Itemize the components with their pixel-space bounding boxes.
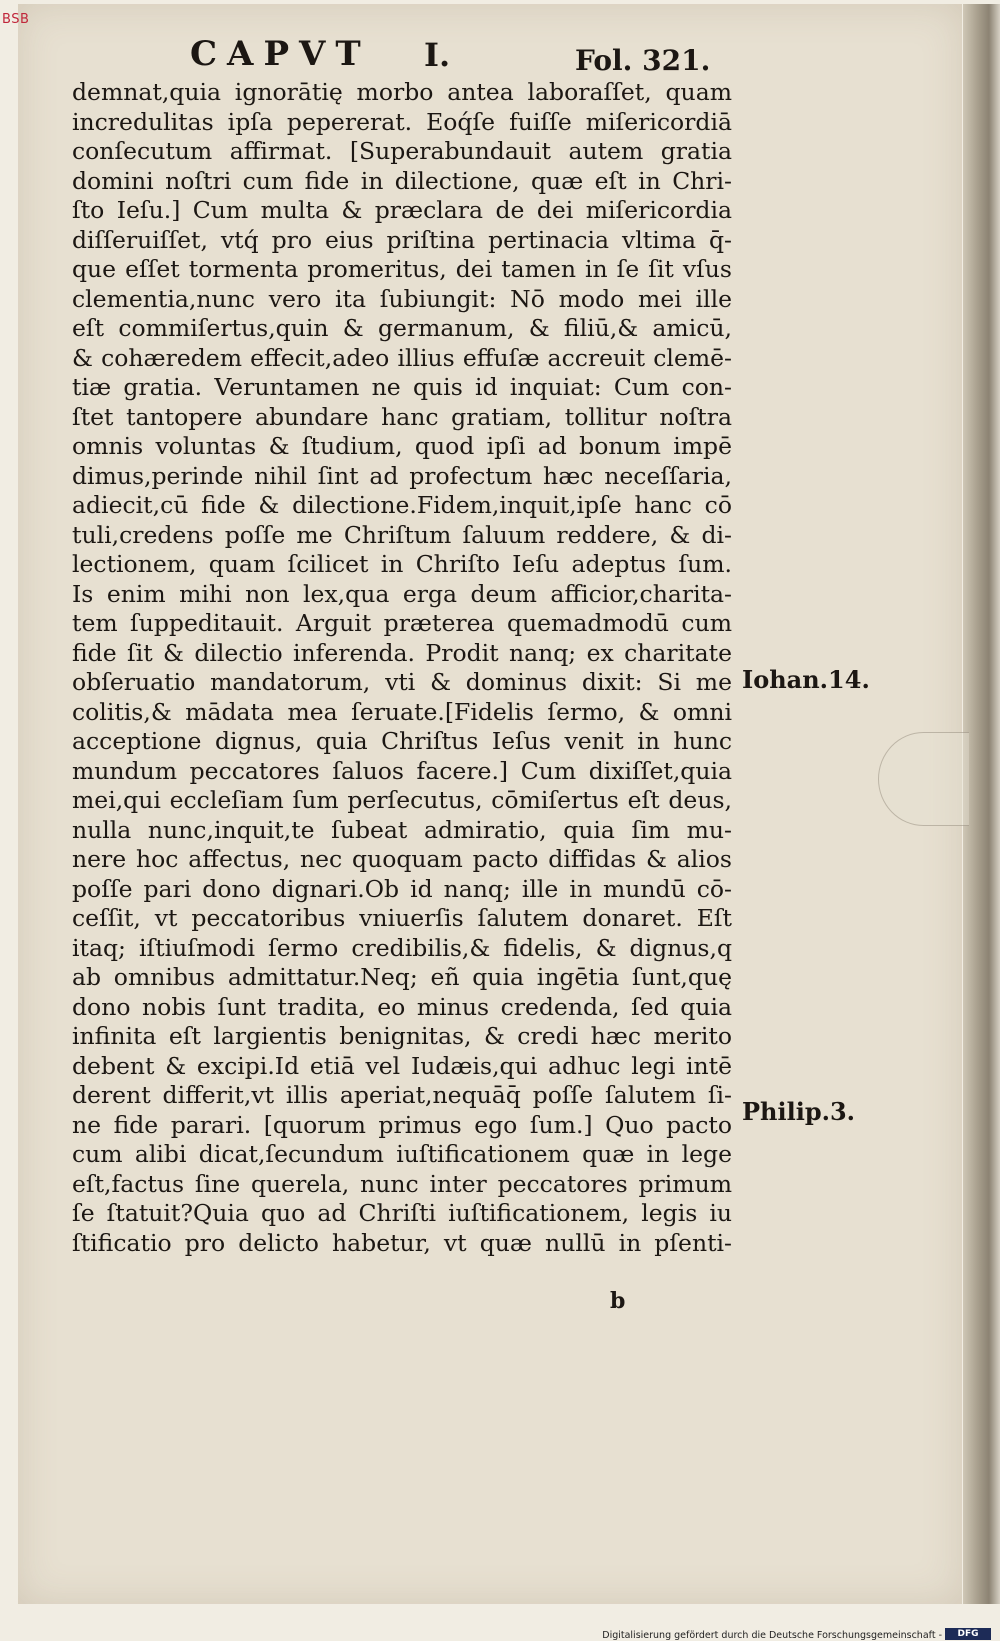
text-line: ne fide parari. [quorum primus ego ſum.] Quo pacto [72,1110,732,1139]
text-line: ſtificatio pro delicto habetur, vt quæ nullū in pſenti- [72,1228,732,1257]
text-line: ab omnibus admittatur.Neq; eñ quia ingētia ſunt,quę [72,963,732,991]
text-line: incredulitas ipſa pepererat. Eoq́ſe fuiſſe miſericordiā [72,107,732,136]
text-line: tuli,credens poſſe me Chriſtum ſaluum reddere, & di- [72,520,732,549]
text-line: eſt commiſertus,quin & germanum, & filiū,& amicū, [72,314,732,342]
text-line: derent differit,vt illis aperiat,nequāq̄ poſſe ſalutem ſi- [72,1081,732,1109]
folio-number: Fol. 321. [575,44,711,77]
text-line: demnat,quia ignorātię morbo antea laboraſſet, quam [72,78,732,106]
text-line: eſt,factus ſine querela, nunc inter peccatores primum [72,1169,732,1198]
text-line: tem ſuppeditauit. Arguit præterea quemadmodū cum [72,609,732,637]
text-line: dimus,perinde nihil ſint ad profectum hæc neceſſaria, [72,461,732,490]
text-line: ceſſit, vt peccatoribus vniuerſis ſalutem donaret. Eſt [72,904,732,932]
header-chapter: I. [424,36,451,74]
text-line: & cohæredem effecit,adeo illius effuſæ accreuit clemē- [72,343,732,372]
text-line: domini noſtri cum fide in dilectione, quæ eſt in Chri- [72,166,732,195]
digitization-credit: Digitalisierung gefördert durch die Deutsche Forschungsgemeinschaft - [602,1630,942,1641]
text-line: debent & excipi.Id etiā vel Iudæis,qui adhuc legi intē [72,1051,732,1080]
margin-note-philip: Philip.3. [742,1097,856,1126]
text-line: lectionem, quam ſcilicet in Chriſto Ieſu adeptus ſum. [72,550,732,578]
text-line: cum alibi dicat,ſecundum iuſtificationem quæ in lege [72,1140,732,1168]
signature-mark: b [610,1288,626,1314]
text-line: ſto Ieſu.] Cum multa & præclara de dei miſericordia [72,196,732,224]
text-line: itaq; iſtiuſmodi ſermo credibilis,& fidelis, & dignus,q [72,933,732,962]
text-line: diſſeruiſſet, vtq́ pro eius priſtina pertinacia vltima q̄- [72,225,732,254]
text-line: conſecutum affirmat. [Superabundauit autem gratia [72,137,732,165]
text-line: dono nobis ſunt tradita, eo minus credenda, ſed quia [72,992,732,1021]
text-line: ſtet tantopere abundare hanc gratiam, tollitur noſtra [72,402,732,431]
text-line: ſe ſtatuit?Quia quo ad Chriſti iuſtificationem, legis iu [72,1199,732,1227]
text-line: adiecit,cū fide & dilectione.Fidem,inquit,ipſe hanc cō [72,491,732,519]
text-line: nulla nunc,inquit,te ſubeat admiratio, quia ſim mu- [72,815,732,844]
text-line: omnis voluntas & ſtudium, quod ipſi ad bonum impē [72,432,732,460]
text-line: mundum peccatores ſaluos facere.] Cum dixiſſet,quia [72,756,732,785]
text-line: clementia,nunc vero ita ſubiungit: Nō modo mei ille [72,284,732,313]
text-line: infinita eſt largientis benignitas, & credi hæc merito [72,1022,732,1050]
text-line: colitis,& mādata mea ſeruate.[Fidelis ſermo, & omni [72,697,732,726]
bsb-watermark: BSB [2,12,30,27]
margin-note-iohan: Iohan.14. [742,665,870,694]
text-line: poſſe pari dono dignari.Ob id nanq; ille in mundū cō- [72,874,732,903]
text-line: acceptione dignus, quia Chriſtus Ieſus venit in hunc [72,727,732,755]
text-line: tiæ gratia. Veruntamen ne quis id inquiat: Cum con- [72,373,732,401]
running-header [190,28,720,78]
text-line: nere hoc affectus, nec quoquam pacto diffidas & alios [72,845,732,873]
text-line: obſeruatio mandatorum, vti & dominus dixit: Si me [72,668,732,696]
text-line: mei,qui eccleſiam ſum perſecutus, cōmiſertus eſt deus, [72,786,732,814]
text-line: que eſſet tormenta promeritus, dei tamen in ſe ſit vſus [72,255,732,283]
body-text [72,78,732,1258]
page-clip [878,732,969,826]
text-line: Is enim mihi non lex,qua erga deum afficior,charita- [72,579,732,608]
header-title: CAPVT [190,34,371,74]
dfg-logo: DFG [945,1628,991,1640]
text-line: fide ſit & dilectio inferenda. Prodit nanq; ex charitate [72,638,732,667]
